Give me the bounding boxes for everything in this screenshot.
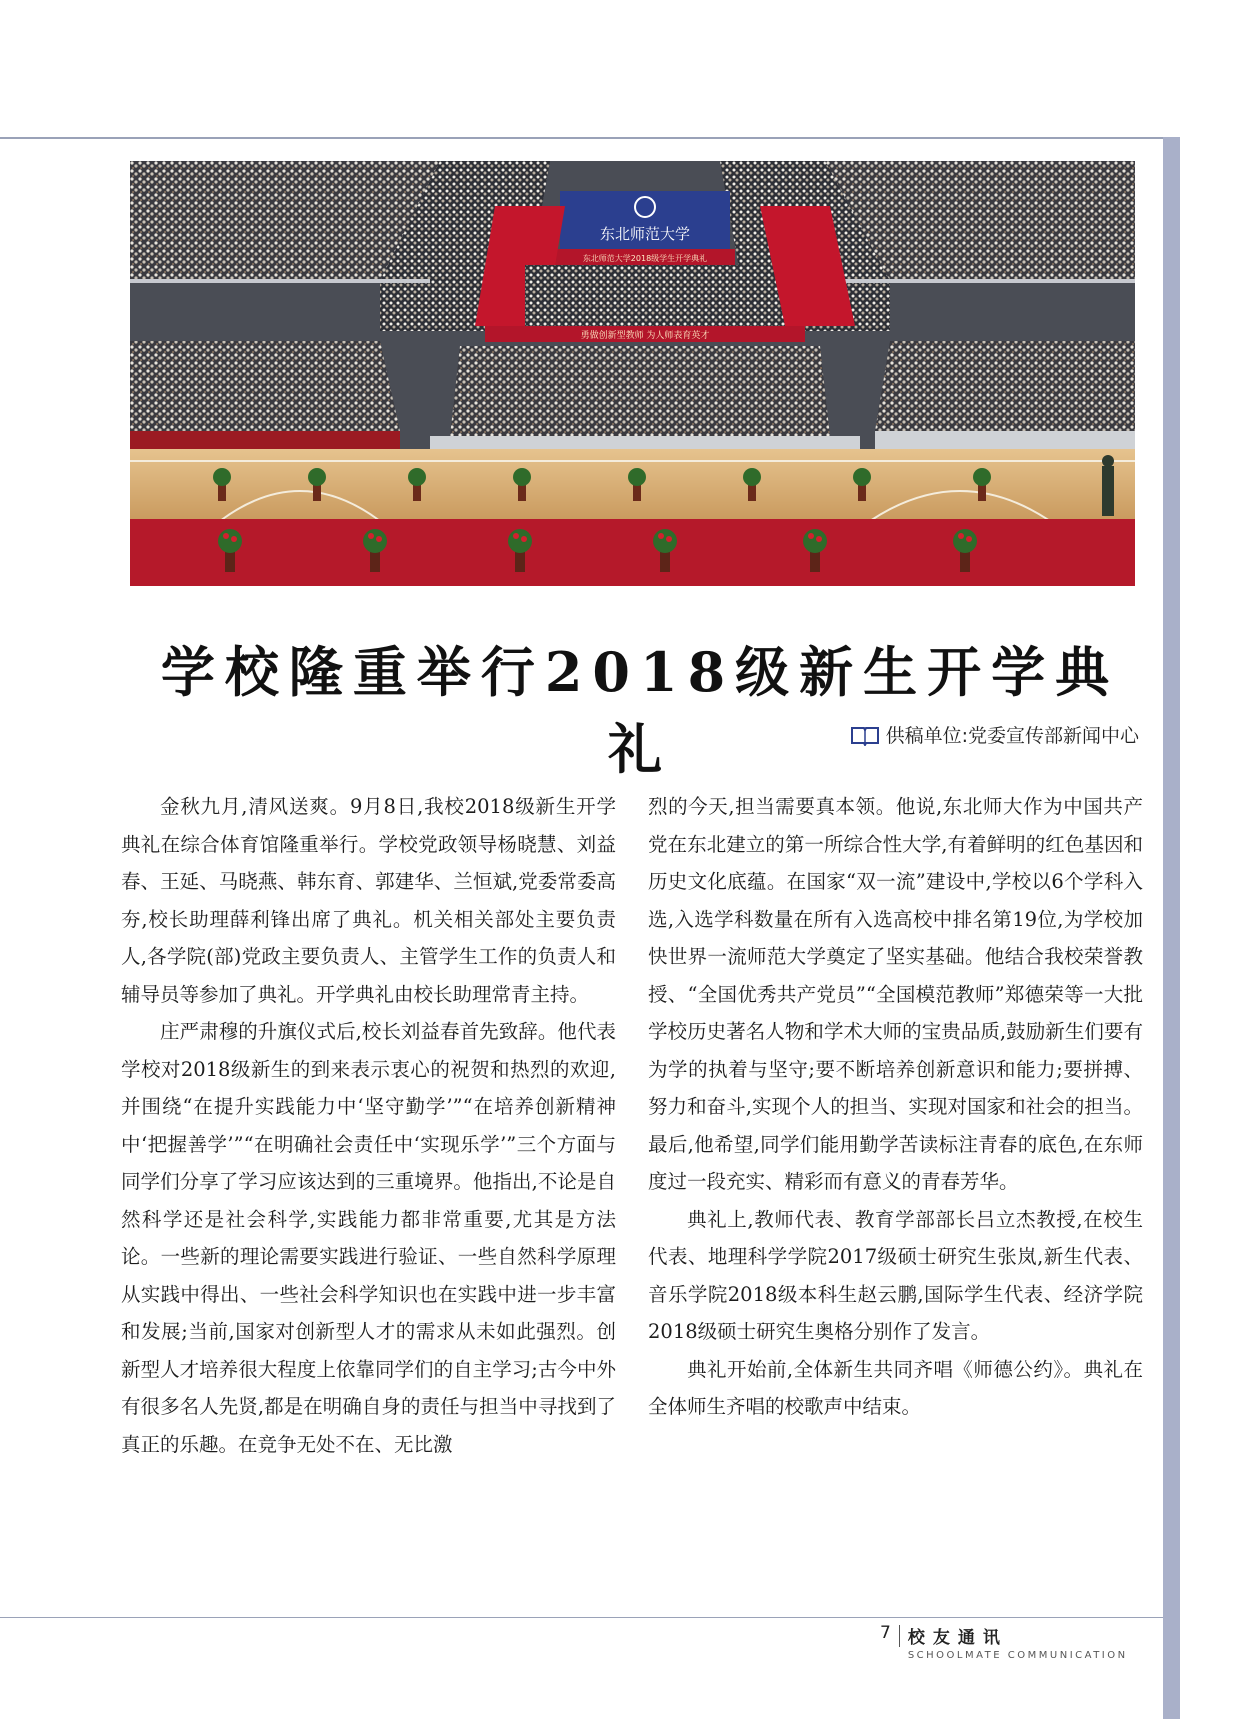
magazine-name: 校友通讯	[907, 1628, 1008, 1648]
article-column-right	[648, 788, 1143, 1426]
page-number: 7	[880, 1623, 891, 1643]
article-title: 学校隆重举行2018级新生开学典礼	[160, 640, 1120, 781]
article-column-left	[121, 788, 616, 1463]
top-rule	[0, 137, 1180, 139]
paragraph: 典礼上,教师代表、教育学部部长吕立杰教授,在校生代表、地理科学学院2017级硕士研究生张岚,新生代表、音乐学院2018级本科生赵云鹏,国际学生代表、经济学院2018级硕士研究生奥格分别作了发言。	[648, 1207, 1143, 1343]
paragraph: 金秋九月,清风送爽。9月8日,我校2018级新生开学典礼在综合体育馆隆重举行。学校党政领导杨晓慧、刘益春、王延、马晓燕、韩东育、郭建华、兰恒斌,党委常委高夯,校长助理薛利锋出席了典礼。机关相关部处主要负责人,各学院(部)党政主要负责人、主管学生工作的负责人和辅导员等参加了典礼。开学典礼由校长助理常青主持。	[121, 795, 616, 1006]
page-footer	[880, 1623, 1128, 1661]
byline-text: 供稿单位:党委宣传部新闻中心	[885, 725, 1139, 747]
paragraph: 典礼开始前,全体新生共同齐唱《师德公约》。典礼在全体师生齐唱的校歌声中结束。	[648, 1357, 1143, 1418]
side-color-bar	[1163, 137, 1180, 1719]
bottom-rule	[0, 1617, 1163, 1618]
paragraph: 庄严肃穆的升旗仪式后,校长刘益春首先致辞。他代表学校对2018级新生的到来表示衷心的祝贺和热烈的欢迎,并围绕“在提升实践能力中‘坚守勤学’”“在培养创新精神中‘把握善学’”“在明确社会责任中‘实现乐学’”三个方面与同学们分享了学习应该达到的三重境界。他指出,不论是自然科学还是社会科学,实践能力都非常重要,尤其是方法论。一些新的理论需要实践进行验证、一些自然科学原理从实践中得出、一些社会科学知识也在实践中进一步丰富和发展;当前,国家对创新型人才的需求从未如此强烈。创新型人才培养很大程度上依靠同学们的自主学习;古今中外有很多名人先贤,都是在明确自身的责任与担当中寻找到了真正的乐趣。在竞争无处不在、无比激	[121, 1020, 616, 1456]
magazine-title	[908, 1623, 1128, 1661]
paragraph: 烈的今天,担当需要真本领。他说,东北师大作为中国共产党在东北建立的第一所综合性大学,有着鲜明的红色基因和历史文化底蕴。在国家“双一流”建设中,学校以6个学科入选,入选学科数量在所有入选高校中排名第19位,为学校加快世界一流师范大学奠定了坚实基础。他结合我校荣誉教授、“全国优秀共产党员”“全国模范教师”郑德荣等一大批学校历史著名人物和学术大师的宝贵品质,鼓励新生们要有为学的执着与坚守;要不断培养创新意识和能力;要拼搏、努力和奋斗,实现个人的担当、实现对国家和社会的担当。最后,他希望,同学们能用勤学苦读标注青春的底色,在东师度过一段充实、精彩而有意义的青春芳华。	[648, 795, 1143, 1193]
book-icon	[850, 724, 880, 746]
byline	[850, 721, 1139, 748]
magazine-name-en: SCHOOLMATE COMMUNICATION	[907, 1650, 1128, 1661]
banner-sub: 东北师范大学2018级学生开学典礼	[582, 254, 708, 263]
banner-main: 东北师范大学	[599, 225, 691, 243]
slogan-banner: 勇做创新型教师 为人师表育英才	[580, 331, 710, 341]
footer-divider	[899, 1625, 900, 1647]
ceremony-photo	[130, 161, 1135, 586]
